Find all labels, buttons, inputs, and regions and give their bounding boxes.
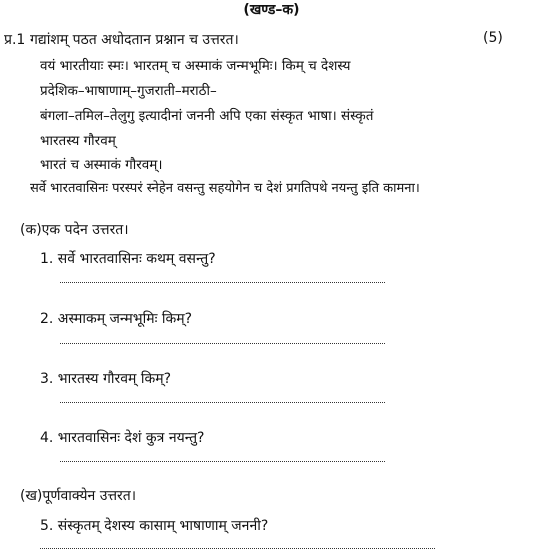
question-item: 3. भारतस्य गौरवम् किम्?: [40, 371, 172, 387]
question-item: 1. सर्वे भारतवासिनः कथम् वसन्तु?: [40, 251, 216, 267]
question-instruction: गद्यांशम् पठत अधोदतान प्रश्नान च उत्तरत।: [30, 32, 239, 48]
question-marks: (5): [483, 30, 503, 46]
passage-line: भारतं च अस्माकं गौरवम्।: [40, 157, 163, 173]
question-number: प्र.1: [4, 32, 26, 48]
passage-line: बंगला–तमिल–तेलुगु इत्यादीनां जननी अपि एका संस्कृत भाषा। संस्कृतं: [40, 108, 374, 124]
passage-line: वयं भारतीयाः स्मः। भारतम् च अस्माकं जन्मभूमिः। किम् च देशस्य: [40, 58, 351, 74]
section-title: (खण्ड–क): [243, 2, 300, 18]
part-a-heading: (क)एक पदेन उत्तरत।: [20, 222, 129, 238]
passage-line: भारतस्य गौरवम्: [40, 133, 116, 149]
part-b-heading: (ख)पूर्णवाक्येन उत्तरत।: [20, 488, 137, 504]
question-item: 4. भारतवासिनः देशं कुत्र नयन्तु?: [40, 430, 205, 446]
answer-line[interactable]: [60, 282, 385, 283]
answer-line[interactable]: [60, 461, 385, 462]
question-item: 5. संस्कृतम् देशस्य कासाम् भाषाणाम् जननी?: [40, 518, 269, 534]
answer-line[interactable]: [60, 402, 385, 403]
passage-line: सर्वे भारतवासिनः परस्परं स्नेहेन वसन्तु सहयोगेन च देशं प्रगतिपथे नयन्तु इति कामना।: [30, 181, 420, 196]
question-item: 2. अस्माकम् जन्मभूमिः किम्?: [40, 311, 193, 327]
answer-line[interactable]: [40, 548, 435, 549]
answer-line[interactable]: [60, 343, 385, 344]
passage-line: प्रदेशिक–भाषाणाम्–गुजराती–मराठी–: [40, 83, 217, 99]
